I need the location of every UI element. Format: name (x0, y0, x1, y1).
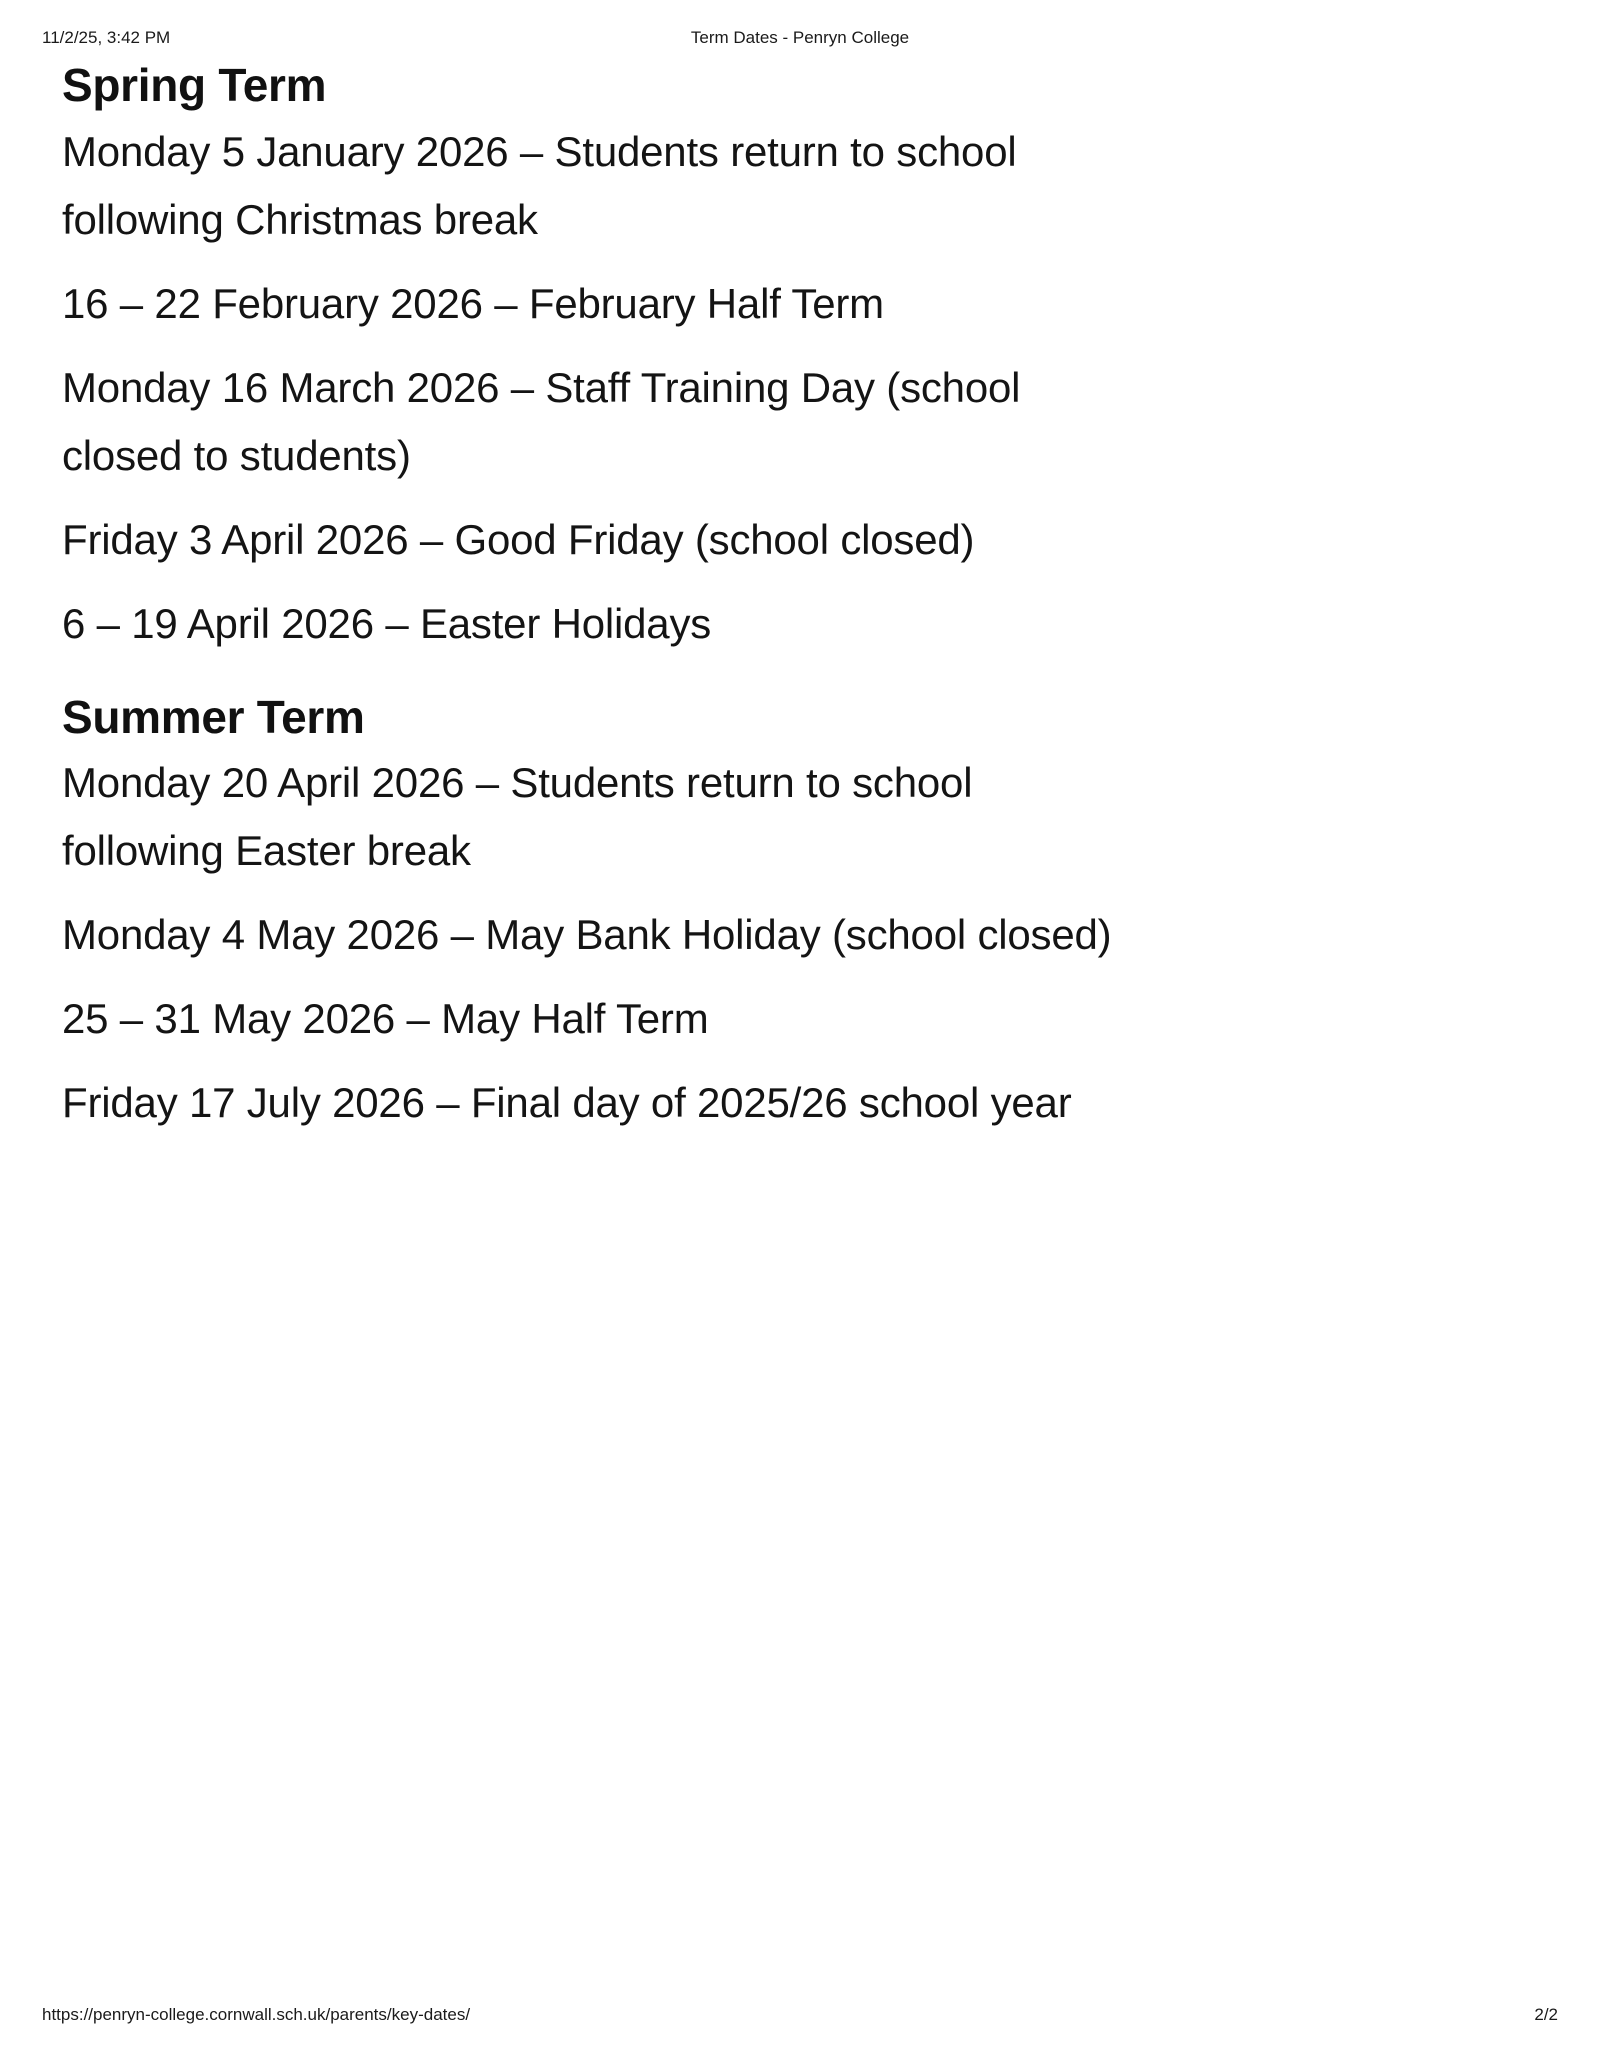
term-section-summer (62, 692, 1122, 1138)
term-date-entry: Monday 16 March 2026 – Staff Training Day (school closed to students) (62, 363, 1021, 479)
section-heading-spring: Spring Term (62, 59, 327, 111)
term-date-entry: 16 – 22 February 2026 – February Half Term (62, 279, 884, 327)
print-footer-source-url: https://penryn-college.cornwall.sch.uk/parents/key-dates/ (42, 2005, 471, 2024)
term-date-entry: Friday 17 July 2026 – Final day of 2025/26 school year (62, 1079, 1072, 1127)
page-content (62, 60, 1122, 1137)
term-date-entry: Monday 5 January 2026 – Students return to school following Christmas break (62, 127, 1017, 243)
print-footer-page-number: 2/2 (1534, 2005, 1558, 2024)
print-header-timestamp: 11/2/25, 3:42 PM (42, 28, 171, 47)
term-date-entry: 25 – 31 May 2026 – May Half Term (62, 995, 709, 1043)
print-footer (0, 2005, 1600, 2029)
term-date-entry: Monday 20 April 2026 – Students return to school following Easter break (62, 759, 973, 875)
term-section-spring (62, 60, 1122, 658)
term-date-entry: Friday 3 April 2026 – Good Friday (school closed) (62, 515, 975, 563)
term-date-entry: 6 – 19 April 2026 – Easter Holidays (62, 599, 712, 647)
term-date-entry: Monday 4 May 2026 – May Bank Holiday (school closed) (62, 911, 1112, 959)
section-heading-summer: Summer Term (62, 690, 365, 743)
print-header (0, 28, 1600, 52)
print-header-document-title: Term Dates - Penryn College (690, 28, 910, 47)
